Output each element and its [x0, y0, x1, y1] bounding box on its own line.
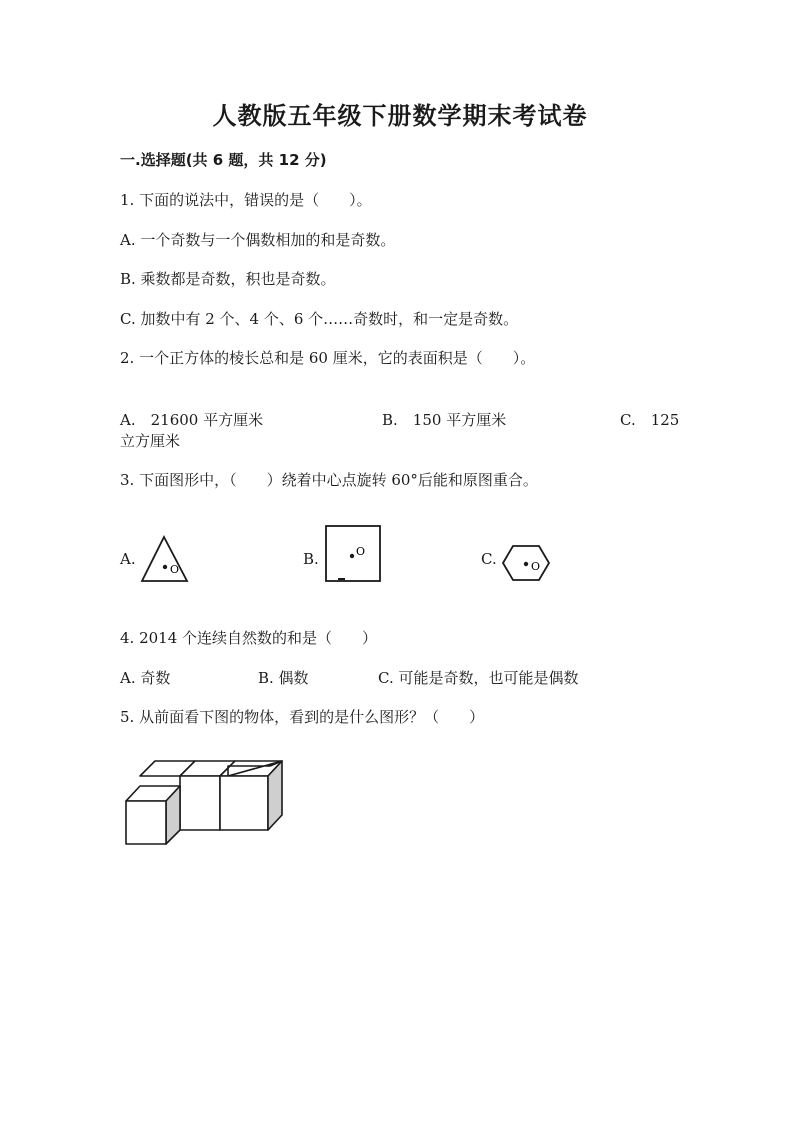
center-point	[350, 554, 354, 558]
cube-front-face	[220, 776, 268, 830]
question-3-label-c: C.	[481, 550, 497, 568]
question-3-stem: 3. 下面图形中，（ ）绕着中心点旋转 60°后能和原图重合。	[120, 471, 538, 489]
cube-front-face	[180, 776, 220, 830]
point-o-label: O	[531, 560, 541, 573]
question-1-option-c: C. 加数中有 2 个、4 个、6 个……奇数时，和一定是奇数。	[120, 310, 519, 328]
cube-front-face	[126, 801, 166, 844]
triangle-figure	[140, 534, 192, 584]
question-1-option-a: A. 一个奇数与一个偶数相加的和是奇数。	[120, 231, 396, 249]
question-4-stem: 4. 2014 个连续自然数的和是（ ）	[120, 629, 378, 647]
question-5-stem: 5. 从前面看下图的物体，看到的是什么图形？（ ）	[120, 708, 485, 726]
question-4-option-b: B. 偶数	[258, 669, 309, 687]
triangle-shape	[142, 537, 187, 581]
question-4-option-c: C. 可能是奇数，也可能是偶数	[378, 669, 579, 687]
square-shape	[326, 526, 380, 581]
question-2-stem: 2. 一个正方体的棱长总和是 60 厘米，它的表面积是（ ）。	[120, 349, 536, 367]
point-o-label: O	[356, 545, 366, 558]
question-3-label-b: B.	[303, 550, 319, 568]
question-4-option-a: A. 奇数	[120, 669, 171, 687]
question-2-option-c: C. 125	[620, 411, 680, 429]
question-1-stem: 1. 下面的说法中，错误的是（ ）。	[120, 191, 372, 209]
question-2-option-c-continued: 立方厘米	[120, 432, 181, 450]
page-title: 人教版五年级下册数学期末考试卷	[212, 102, 588, 130]
section-heading: 一.选择题(共 6 题，共 12 分)	[120, 151, 327, 169]
point-o-label: O	[170, 563, 180, 576]
center-point	[163, 565, 167, 569]
cube-stack-figure	[118, 758, 290, 850]
question-2-option-b: B. 150 平方厘米	[382, 411, 507, 429]
question-3-label-a: A.	[120, 550, 136, 568]
question-1-option-b: B. 乘数都是奇数，积也是奇数。	[120, 270, 336, 288]
center-point	[524, 562, 528, 566]
square-figure	[323, 523, 383, 585]
question-2-option-a: A. 21600 平方厘米	[120, 411, 264, 429]
hexagon-figure	[501, 543, 553, 583]
